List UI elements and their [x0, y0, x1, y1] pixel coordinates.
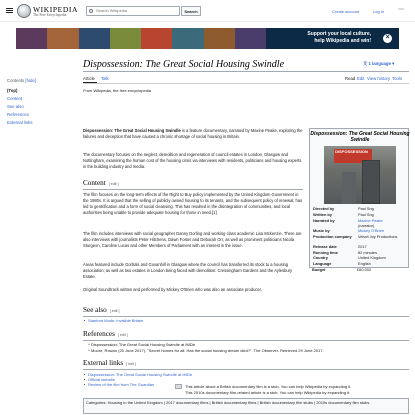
external-links-heading: External links [ edit ]	[83, 359, 136, 367]
toc-item-top[interactable]: (Top)	[7, 88, 18, 93]
external-link[interactable]: Dispossession: The Great Social Housing Swindle at IMDb	[88, 371, 192, 377]
external-link[interactable]: Review of the film from The Guardian	[88, 381, 155, 387]
lead-bold-title: Dispossession: The Great Social Housing Swindle	[83, 128, 181, 133]
edit-section-link[interactable]: [ edit ]	[109, 309, 120, 313]
lead-paragraph-2: The documentary focuses on the neglect, demolition and regeneration of council estates in London, Glasgow and Nottingham, examining the human cost of the housing crisis via interviews with residents, politicians and housing experts in the building industry and media.	[83, 152, 302, 169]
external-link[interactable]: Official website	[88, 376, 115, 382]
list-bullet	[84, 374, 85, 375]
narrator-link[interactable]: Maxine Peake	[358, 218, 383, 223]
more-options-icon[interactable]: ⋯	[398, 7, 404, 13]
stub-notice-1: This article about a British documentary film is a stub. You can help Wikipedia by expanding it.	[185, 384, 352, 389]
banner-text[interactable]: Support your local culture, help Wikipedia and win!	[307, 31, 371, 44]
main-menu-icon[interactable]	[6, 8, 13, 13]
language-button[interactable]: 文 1 language ▾	[363, 61, 395, 66]
content-paragraph-3: Areas featured include Gorbals and Govanhill in Glasgow where the council has transferred its stock to a housing association; as well as two estates in London being faced with demolition: Cressingham Gardens and the Aylesbury Estate.	[83, 262, 293, 279]
toc-item-external-links[interactable]: External links	[7, 120, 33, 125]
tab-read[interactable]: Read	[345, 76, 356, 81]
list-bullet	[84, 320, 85, 321]
fundraising-banner[interactable]	[16, 28, 399, 49]
create-account-link[interactable]: Create account	[332, 8, 360, 14]
search-icon	[89, 9, 93, 13]
heading-divider	[83, 189, 303, 190]
content-paragraph-4: Original Soundtrack written and performed by Mickey O'Brien who was also an associate producer.	[83, 287, 262, 292]
tab-article[interactable]: Article	[83, 76, 95, 81]
film-poster[interactable]	[324, 146, 396, 204]
content-paragraph-1: The film focuses on the long-term effects of the Right to Buy policy implemented by the United Kingdom Government in the 1980s. It is argued that the selling of publicly owned housing to its tenants, and the subsequent policy of renewal, has led to gentrification and a form of social cleansing. This has resulted in the disintegration of communities, and local authorities being unable to provide adequate housing for those in need.[1]	[83, 192, 303, 215]
tabs-divider	[83, 83, 409, 84]
log-in-link[interactable]: Log in	[373, 8, 384, 14]
list-bullet	[84, 384, 85, 385]
list-bullet	[84, 379, 85, 380]
stub-notice-2: This 2010s documentary film-related article is a stub. You can help Wikipedia by expanding it.	[185, 390, 351, 395]
logo-tagline: The Free Encyclopedia	[33, 13, 67, 17]
see-also-heading: See also [ edit ]	[83, 306, 120, 314]
references-heading: References [ edit ]	[83, 330, 128, 338]
title-divider	[83, 71, 409, 72]
lead-paragraph: Dispossession: The Great Social Housing Swindle is a feature documentary, narrated by Maxine Peake, exploring the failures and deception that have caused a chronic shortage of social housing in Britain.	[83, 128, 303, 139]
wikipedia-globe-logo[interactable]	[17, 4, 31, 18]
page-title: Dispossession: The Great Social Housing Swindle	[83, 59, 285, 70]
content-paragraph-2: The film includes interviews with social geographer Danny Dorling and working class academic Lisa Mckenzie. There are also interviews with journalists Peter Hitchens, Dawn Foster and Deborah Orr, as well as prominent politicians Nicola Sturgeon, Caroline Lucas and other Members of Parliament with an interest in the issue.	[83, 231, 302, 248]
film-reel-icon	[175, 384, 182, 389]
tab-tools[interactable]: Tools	[392, 76, 403, 81]
poster-tower-block	[362, 160, 380, 204]
edit-section-link[interactable]: [ edit ]	[117, 333, 128, 337]
reference-item[interactable]: ^ Moore, Rowan (25 June 2017). "Secret homes for all: Has the social housing dream died?". The Observer. Retrieved 29 June 2017.	[88, 348, 324, 353]
heading-divider	[83, 369, 409, 370]
poster-tower-block-2	[342, 172, 356, 204]
heading-divider	[83, 340, 409, 341]
toc-item-see-also[interactable]: See also	[7, 104, 24, 109]
edit-section-link[interactable]: [ edit ]	[126, 362, 136, 366]
poster-title: DISPOSSESSION	[334, 149, 372, 163]
site-header	[0, 0, 415, 22]
logo-wordmark[interactable]: WIKIPEDIA	[33, 5, 78, 14]
close-icon[interactable]: ×	[383, 34, 392, 43]
see-also-link[interactable]: Stanford Mods: Invisible Britain	[88, 317, 144, 323]
toc-title: Contents [hide]	[7, 78, 36, 83]
toc-hide-link[interactable]: [hide]	[25, 78, 36, 83]
categories-box[interactable]: Categories: Housing in the United Kingdom | 2017 documentary films | British documentary films | British documentary film stubs | 2010s documentary film stubs	[83, 398, 409, 414]
reference-item[interactable]: ^ Dispossession: The Great Social Housing Swindle at IMDb	[88, 342, 195, 347]
tab-view-history[interactable]: View history	[367, 76, 391, 81]
composer-link[interactable]: Mickey O'Brien	[358, 228, 385, 233]
search-input[interactable]	[96, 8, 176, 13]
infobox: Dispossession: The Great Social Housing Swindle DISPOSSESSION Directed by Paul Sng Written by Paul Sng Narrated by Maxine Peake (narrator) Music by Mickey O'Brien Production company Velvet Joy Productions Release date 2017 Running time 82 minutes Country United Kingdom Language English	[309, 128, 409, 268]
banner-photo-strip	[16, 28, 266, 49]
edit-section-link[interactable]: [ edit ]	[108, 182, 119, 186]
tab-edit[interactable]: Edit	[357, 76, 365, 81]
tab-talk[interactable]: Talk	[101, 76, 109, 81]
from-wikipedia: From Wikipedia, the free encyclopedia	[83, 88, 152, 93]
toc-item-references[interactable]: References	[7, 112, 29, 117]
toc-item-content[interactable]: Content	[7, 96, 23, 101]
infobox-title: Dispossession: The Great Social Housing Swindle	[310, 131, 410, 143]
content-heading: Content [ edit ]	[83, 179, 119, 187]
search-button[interactable]: Search	[181, 6, 201, 16]
